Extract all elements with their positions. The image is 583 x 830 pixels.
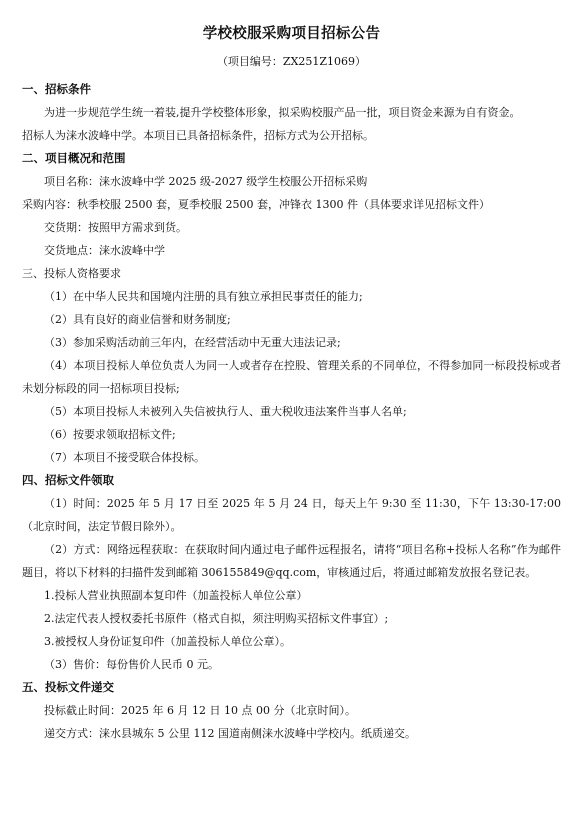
submission-deadline: 投标截止时间：2025 年 6 月 12 日 10 点 00 分（北京时间）。 [44,704,356,717]
section-heading: 二、项目概况和范围 [22,151,126,165]
section-project-overview [22,147,561,262]
section-bidding-conditions [22,78,561,147]
list-item: 1.投标人营业执照副本复印件（加盖投标人单位公章） [44,589,308,602]
paragraph-tenderer: 招标人为涞水波峰中学。本项目已具备招标条件，招标方式为公开招标。 [22,129,374,142]
collection-time: （1）时间：2025 年 5 月 17 日至 2025 年 5 月 24 日，每天上午 9:30 至 11:30，下午 13:30-17:00（北京时间，法定节假日除外）。 [22,497,561,533]
document-price: （3）售价：每份售价人民币 0 元。 [44,658,219,671]
project-number: （项目编号：ZX251Z1069） [216,55,367,68]
section-heading: 三、投标人资格要求 [22,267,121,280]
list-item: 2.法定代表人授权委托书原件（格式自拟，须注明购买招标文件事宜）; [44,612,389,625]
paragraph-purpose: 为进一步规范学生统一着装,提升学校整体形象，拟采购校服产品一批，项目资金来源为自有资金。 [44,106,521,119]
list-item: （7）本项目不接受联合体投标。 [44,451,205,464]
collection-method: （2）方式：网络远程获取：在获取时间内通过电子邮件远程报名，请将“项目名称+投标人名称”作为邮件题目，将以下材料的扫描件发到邮箱 306155849@qq.com，审核通过后，将通过邮箱发放报名登记表。 [22,543,561,579]
list-item: （4）本项目投标人单位负责人为同一人或者存在控股、管理关系的不同单位，不得参加同一标段投标或者未划分标段的同一招标项目投标; [22,359,561,395]
list-item: （1）在中华人民共和国境内注册的具有独立承担民事责任的能力; [44,290,363,303]
procurement-content: 采购内容：秋季校服 2500 套，夏季校服 2500 套，冲锋衣 1300 件（具体要求详见招标文件） [22,198,490,211]
list-item: （2）具有良好的商业信誉和财务制度; [44,313,231,326]
project-name: 项目名称：涞水波峰中学 2025 级-2027 级学生校服公开招标采购 [44,175,368,188]
delivery-place: 交货地点：涞水波峰中学 [44,244,165,257]
section-bid-submission [22,676,561,745]
section-qualifications [22,262,561,469]
list-item: （3）参加采购活动前三年内，在经营活动中无重大违法记录; [44,336,341,349]
section-heading: 四、招标文件领取 [22,473,114,487]
document-title: 学校校服采购项目招标公告 [202,26,381,42]
section-heading: 一、招标条件 [22,82,91,96]
section-document-collection [22,469,561,676]
submission-place: 递交方式：涞水县城东 5 公里 112 国道南侧涞水波峰中学校内。纸质递交。 [44,727,416,740]
list-item: 3.被授权人身份证复印件（加盖投标人单位公章）。 [44,635,291,648]
list-item: （5）本项目投标人未被列入失信被执行人、重大税收违法案件当事人名单; [44,405,407,418]
list-item: （6）按要求领取招标文件; [44,428,176,441]
delivery-time: 交货期：按照甲方需求到货。 [44,221,187,234]
section-heading: 五、投标文件递交 [22,680,114,694]
